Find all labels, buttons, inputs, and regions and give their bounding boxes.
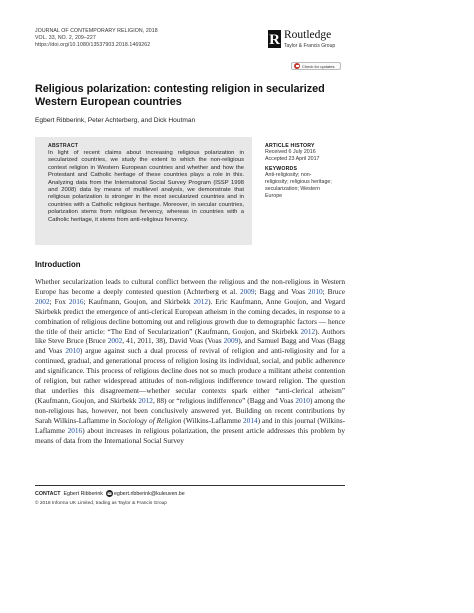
body-text-run: ) argue against such a dual process of revival of religion and anti-religiosity and for a continued, gradual, and generational process of religion losing its individual, social, and public adherence and significance. This process of religious decline does not so much produce a militant atheist contention of religion, but rather widespread attitudes of non-religious indifference toward religion. The question that underlies this disagreement—whether secular contexts spark either “anti-clerical atheism” (Kaufmann, Goujon, and Skirbekk [35, 346, 345, 405]
citation-link[interactable]: 2002 [35, 296, 50, 306]
citation-link[interactable]: 2016 [68, 296, 84, 306]
citation-link[interactable]: 2012 [300, 326, 316, 336]
publisher-logo[interactable] [268, 30, 335, 49]
citation-link[interactable]: 2014 [243, 415, 258, 425]
journal-doi-link[interactable]: https://doi.org/10.1080/13537903.2018.1469262 [35, 42, 151, 48]
body-text-run: ; Kaufmann, Goujon, and Skirbekk [83, 296, 194, 306]
body-text-run: ). Eric Kaufmann, Anne Goujon, and Vegard Skirbekk predict the emergence of anti-clerical European atheism in the coming decades, in response to a combination of religious decline bottoming out and religious growth due to demographic factors — hence the title of their article: “The End of Secularization” (Kaufmann, Goujon, and Skirbekk [35, 296, 345, 336]
citation-link[interactable]: 2012 [193, 296, 209, 306]
introduction-body [35, 277, 345, 445]
citation-link[interactable]: 2016 [67, 425, 83, 435]
body-text-run: ), and Samuel Bagg and Voas (Bagg and Voas [35, 336, 345, 356]
publisher-sub: Taylor & Francis Group [284, 43, 336, 49]
citation-link[interactable]: 2010 [65, 346, 80, 356]
contact-line [35, 490, 185, 497]
email-icon [106, 490, 113, 497]
keywords-line: Anti-religiosity; non- [265, 172, 312, 178]
body-text-run: , 41, 2011, 38), David Voas (Voas [122, 336, 224, 346]
body-text-run: ) among the non-religious has, however, not been conclusively answered yet. Building on recent contributions by Sarah Wilkins-Laflamme in [35, 395, 345, 425]
contact-email-link[interactable]: egbert.ribberink@kuleuven.be [113, 490, 185, 497]
received-date: Received 6 July 2016 [265, 149, 316, 155]
citation-link[interactable]: 2010 [308, 286, 323, 296]
copyright-notice: © 2018 Informa UK Limited, trading as Taylor & Francis Group [35, 501, 167, 506]
body-text-run: ; Fox [49, 296, 69, 306]
journal-name: JOURNAL OF CONTEMPORARY RELIGION, 2018 [35, 28, 158, 34]
introduction-paragraph [35, 277, 345, 445]
keywords-heading: KEYWORDS [265, 166, 298, 172]
journal-meta [35, 28, 158, 49]
body-text-run: Whether secularization leads to cultural conflict between the religious and the non-religious in Western Europe has become a deeply contested question (Achterberg et al. [35, 277, 345, 296]
article-history-heading: ARTICLE HISTORY [265, 143, 315, 149]
check-for-updates-button[interactable] [291, 62, 341, 70]
body-text-run: (Wilkins-Laflamme [181, 415, 244, 425]
check-for-updates-label: Check for updates [302, 63, 335, 69]
body-text-run: , 88) or “religious indifference” (Bagg and Voas [152, 395, 296, 405]
routledge-r-icon [268, 30, 281, 48]
svg-text:R: R [269, 32, 280, 48]
body-text-run: ) and in this journal (Wilkins-Laflamme [35, 415, 346, 435]
citation-link[interactable]: 2012 [138, 395, 153, 405]
body-text-run: ; Bagg and Voas [254, 286, 309, 296]
article-authors: Egbert Ribberink, Peter Achterberg, and Dick Houtman [35, 117, 196, 124]
abstract-box [35, 137, 252, 245]
contact-name: Egbert Ribberink [63, 490, 103, 497]
citation-link[interactable]: 2010 [295, 395, 310, 405]
publisher-name: Routledge [284, 29, 332, 41]
body-text-run: ). Authors like Steve Bruce (Bruce [35, 326, 345, 346]
footer-divider [35, 485, 345, 486]
citation-link[interactable]: 2009 [223, 336, 239, 346]
crossmark-icon [294, 63, 300, 69]
abstract-text: In light of recent claims about increasing religious polarization in secularized countries, we study the extent to which the non-religious contest religion in Western European countries and whether and how the Protestant and Catholic heritage of these countries plays a role in this. Analyzing data from the International Social Survey Program (ISSP 1998 and 2008) data by means of multilevel analysis, we demonstrate that religious polarization is stronger in the most secularized countries and in countries with a Catholic religious heritage. Moreover, in secular countries, polarization stems from religious fervency, whereas in countries with a Catholic heritage, it stems from anti-religious fervency. [48, 150, 244, 223]
keywords-line: religiosity; religious heritage; [265, 179, 332, 185]
body-text-run: ; Bruce [322, 286, 345, 296]
keywords-line: secularization; Western [265, 186, 320, 192]
citation-link[interactable]: 2002 [107, 336, 123, 346]
abstract-heading: ABSTRACT [48, 143, 79, 149]
body-text-run: ) about increases in religious polarization, the present article addresses this problem by means of data from the International Social Survey [35, 425, 345, 445]
journal-title-italic: Sociology of Religion [118, 415, 182, 425]
citation-link[interactable]: 2009 [239, 286, 255, 296]
contact-label: CONTACT [35, 490, 61, 497]
introduction-heading: Introduction [35, 260, 81, 269]
keywords-line: Europe [265, 193, 283, 199]
accepted-date: Accepted 23 April 2017 [265, 156, 320, 162]
journal-volume: VOL. 33, NO. 2, 209–227 [35, 35, 96, 41]
article-info-sidebar [265, 143, 345, 200]
article-title: Religious polarization: contesting religion in secularized Western European countries [35, 83, 325, 108]
